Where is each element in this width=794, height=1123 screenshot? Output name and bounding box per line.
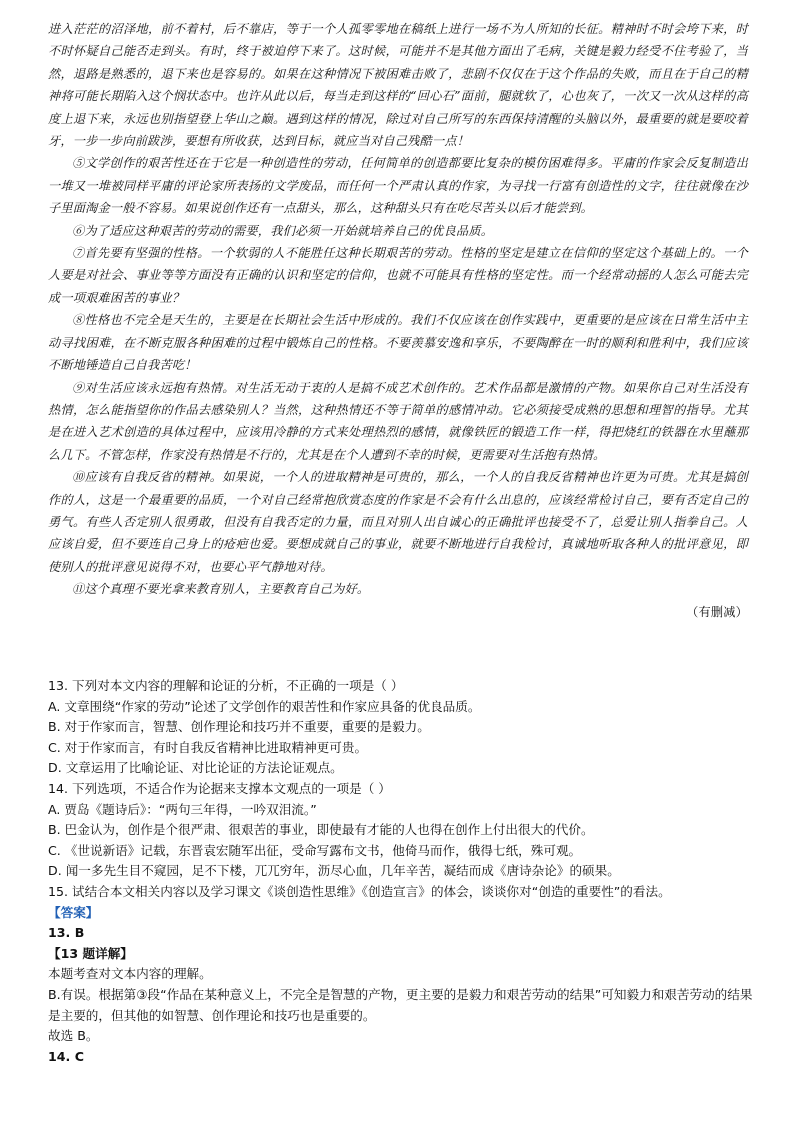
question-13-option-b: B. 对于作家而言，智慧、创作理论和技巧并不重要，重要的是毅力。 (48, 719, 430, 735)
question-14-option-c: C. 《世说新语》记载，东晋袁宏随军出征，受命写露布文书，他倚马而作，俄得七纸，殊可观。 (48, 842, 582, 858)
questions-and-answers (48, 676, 760, 1067)
question-14: 14. 下列选项，不适合作为论据来支撑本文观点的一项是（ ） (48, 780, 391, 796)
answer-13: 13. B (48, 925, 85, 941)
passage-paragraph-8: ⑧性格也不完全是天生的，主要是在长期社会生活中形成的。我们不仅应该在创作实践中，更重要的是应该在日常生活中主动寻找困难，在不断克服各种困难的过程中锻炼自己的性格。不要羡慕安逸和享乐，不要陶醉在一时的顺利和胜利中，我们应该不断地锤造自己自我苦吃！ (48, 313, 748, 373)
answer-13-detail-intro: 本题考查对文本内容的理解。 (48, 966, 212, 982)
answer-13-detail-b: B.有误。根据第③段“作品在某种意义上，不完全是智慧的产物，更主要的是毅力和艰苦劳动的结果”可知毅力和艰苦劳动的结果是主要的，但其他的如智慧、创作理论和技巧也是重要的。 (48, 986, 753, 1023)
answer-13-detail-title: 【13 题详解】 (48, 945, 133, 961)
question-14-option-b: B. 巴金认为，创作是个很严肃、很艰苦的事业，即使最有才能的人也得在创作上付出很大的代价。 (48, 822, 594, 838)
passage-paragraph-continued: 进入茫茫的沼泽地，前不着村，后不靠店，等于一个人孤零零地在稿纸上进行一场不为人所知的长征。精神时不时会垮下来，时不时怀疑自己能否走到头。有时，终于被迫停下来了。这时候，可能并不是其他方面出了毛病，关键是毅力经受不住考验了，当然，退路是熟悉的，退下来也是容易的。如果在这种情况下被困难击败了，悲剧不仅仅在于这个作品的失败，而且在于自己的精神将可能长期陷入这个悯状态中。也许从此以后，每当走到这样的“回心石”面前，腿就软了，心也灰了，一次又一次从这样的高度上退下来，永远也别指望登上华山之巅。遇到这样的情况，除过对自己所写的东西保持清醒的头脑以外，最重要的就是要咬着牙，一步一步向前跋涉，要想有所收获，达到目标，就应当对自己残酷一点！ (48, 22, 748, 149)
reading-passage (48, 18, 748, 623)
answer-13-conclusion: 故选 B。 (48, 1028, 99, 1044)
passage-paragraph-7: ⑦首先要有坚强的性格。一个软弱的人不能胜任这种长期艰苦的劳动。性格的坚定是建立在信仰的坚定这个基础上的。一个人要是对社会、事业等等方面没有正确的认识和坚定的信仰，也就不可能具有性格的坚定性。而一个经常动摇的人怎么可能去完成一项艰难困苦的事业？ (48, 246, 748, 305)
question-13-option-d: D. 文章运用了比喻论证、对比论证的方法论证观点。 (48, 760, 343, 776)
passage-source-note: （有删减） (686, 604, 748, 619)
answer-heading: 【答案】 (48, 904, 99, 920)
passage-paragraph-6: ⑥为了适应这种艰苦的劳动的需要，我们必须一开始就培养自己的优良品质。 (72, 223, 494, 238)
passage-paragraph-10: ⑩应该有自我反省的精神。如果说，一个人的进取精神是可贵的，那么，一个人的自我反省精神也许更为可贵。尤其是搞创作的人，这是一个最重要的品质，一个对自己经常抱欣赏态度的作家是不会有什么出息的，应该经常检讨自己，要有否定自己的勇气。有些人否定别人很勇敢，但没有自我否定的力量，而且对别人出自诚心的正确批评也接受不了，总爱让别人指拳自己。人应该自爱，但不要连自己身上的疮疤也爱。要想成就自己的事业，就要不断地进行自我检讨，真诚地听取各种人的批评意见，即使别人的批评意见说得不对，也要心平气静地对待。 (48, 470, 748, 574)
passage-paragraph-11: ⑪这个真理不要光拿来教育别人，主要教育自己为好。 (72, 582, 370, 597)
passage-paragraph-5: ⑤文学创作的艰苦性还在于它是一种创造性的劳动，任何简单的创造都要比复杂的模仿困难得多。平庸的作家会反复制造出一堆又一堆被同样平庸的评论家所表扬的文学废品，而任何一个严肃认真的作家，为寻找一行富有创造性的文字，往往就像在沙子里面淘金一般不容易。如果说创作还有一点甜头，那么，这种甜头只有在吃尽苦头以后才能尝到。 (48, 156, 748, 216)
passage-paragraph-9: ⑨对生活应该永远抱有热情。对生活无动于衷的人是搞不成艺术创作的。艺术作品都是激情的产物。如果你自己对生活没有热情，怎么能指望你的作品去感染别人？当然，这种热情还不等于简单的感情冲动。它必须接受成熟的思想和理智的指导。尤其是在进入艺术创造的具体过程中，应该用冷静的方式来处理热烈的感情，就像铁匠的锻造工作一样，得把烧红的铁器在水里蘸那么几下。不管怎样，作家没有热情是不行的，尤其是在个人遭到不幸的时候，更需要对生活抱有热情。 (48, 380, 748, 462)
question-13-option-a: A. 文章围绕“作家的劳动”论述了文学创作的艰苦性和作家应具备的优良品质。 (48, 698, 481, 714)
question-13: 13. 下列对本文内容的理解和论证的分析，不正确的一项是（ ） (48, 678, 404, 693)
question-15: 15. 试结合本文相关内容以及学习课文《谈创造性思维》《创造宣言》的体会，谈谈你对“创造的重要性”的看法。 (48, 883, 671, 899)
question-14-option-a: A. 贾岛《题诗后》：“两句三年得，一吟双泪流。” (48, 801, 317, 817)
question-14-option-d: D. 闻一多先生目不窥园，足不下楼，兀兀穷年，沥尽心血，几年辛苦，凝结而成《唐诗杂论》的硕果。 (48, 863, 620, 879)
question-13-option-c: C. 对于作家而言，有时自我反省精神比进取精神更可贵。 (48, 739, 368, 755)
answer-14: 14. C (48, 1048, 84, 1064)
